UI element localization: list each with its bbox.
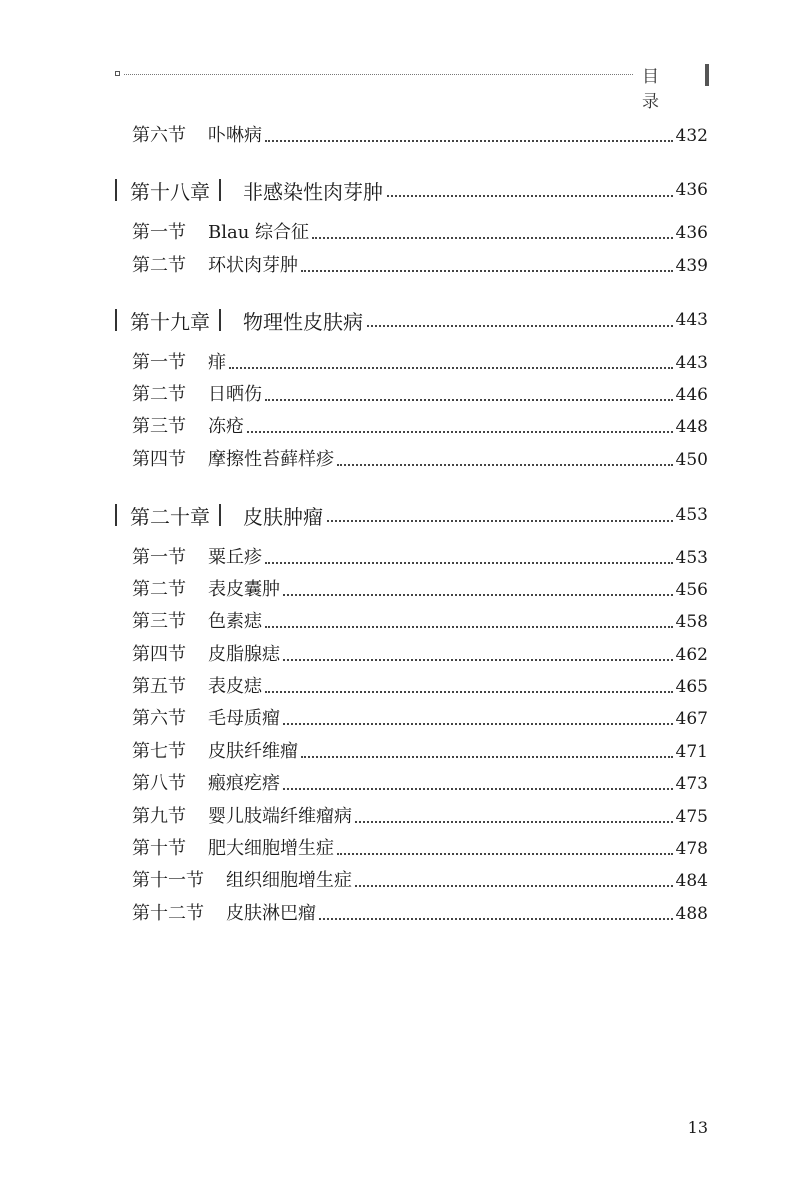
section-number: 第四节 (132, 644, 186, 665)
section-number: 第十二节 (132, 903, 204, 924)
page-ref: 453 (675, 505, 708, 525)
chapter-number: 第十九章 (130, 309, 210, 334)
toc-entry-histiocytosis[interactable] (132, 866, 708, 896)
dot-leader (337, 853, 673, 855)
toc-entry-chilblains[interactable] (132, 412, 708, 442)
section-title: 表皮囊肿 (208, 579, 280, 600)
page-ref: 448 (675, 417, 708, 437)
dot-leader (229, 367, 673, 369)
chapter-bar-right (219, 504, 221, 526)
dot-leader (355, 821, 673, 823)
dot-leader (265, 562, 673, 564)
section-number: 第一节 (132, 352, 186, 373)
page-ref: 488 (675, 904, 708, 924)
header-title: 目 录 (642, 67, 679, 112)
toc-entry-nevus-sebaceus[interactable] (132, 640, 708, 670)
toc-entry-blau[interactable] (132, 218, 708, 248)
dot-leader (355, 885, 673, 887)
toc-entry-frictional-lichenoid[interactable] (132, 445, 708, 475)
page-ref: 453 (675, 548, 708, 568)
section-title: Blau 综合征 (208, 222, 310, 243)
toc-entry-sunburn[interactable] (132, 380, 708, 410)
dot-leader (301, 756, 673, 758)
dot-leader (265, 691, 673, 693)
section-number: 第五节 (132, 676, 186, 697)
section-title: 日晒伤 (208, 384, 262, 405)
section-title: 表皮痣 (208, 676, 262, 697)
section-title: 皮脂腺痣 (208, 644, 280, 665)
section-number: 第一节 (132, 222, 186, 243)
page-ref: 467 (675, 709, 708, 729)
section-title: 卟啉病 (208, 125, 262, 146)
dot-leader (283, 659, 673, 661)
page-ref: 456 (675, 580, 708, 600)
page-ref: 465 (675, 677, 708, 697)
dot-leader (265, 626, 673, 628)
section-number: 第一节 (132, 547, 186, 568)
chapter-bar-left (115, 309, 117, 331)
section-number: 第二节 (132, 579, 186, 600)
toc-entry-nevus[interactable] (132, 607, 708, 637)
section-title: 粟丘疹 (208, 547, 262, 568)
page-ref: 436 (675, 223, 708, 243)
toc-entry-dermatofibroma[interactable] (132, 737, 708, 767)
section-number: 第二节 (132, 384, 186, 405)
dot-leader (319, 918, 673, 920)
page-ref: 473 (675, 774, 708, 794)
page-ref: 443 (675, 353, 708, 373)
dot-leader (247, 431, 673, 433)
section-title: 肥大细胞增生症 (208, 838, 334, 859)
dot-leader (265, 140, 673, 142)
chapter-title: 物理性皮肤病 (243, 309, 363, 334)
toc-chapter-19[interactable] (115, 302, 708, 338)
section-number: 第七节 (132, 741, 186, 762)
section-title: 婴儿肢端纤维瘤病 (208, 806, 352, 827)
toc-entry-keloid[interactable] (132, 769, 708, 799)
page-ref: 462 (675, 645, 708, 665)
chapter-bar-right (219, 309, 221, 331)
toc-entry-epidermal-cyst[interactable] (132, 575, 708, 605)
section-title: 毛母质瘤 (208, 708, 280, 729)
toc-entry-mastocytosis[interactable] (132, 834, 708, 864)
page-ref: 443 (675, 310, 708, 330)
dot-leader (387, 195, 673, 197)
page-ref: 478 (675, 839, 708, 859)
page-ref: 458 (675, 612, 708, 632)
section-number: 第三节 (132, 611, 186, 632)
section-number: 第十节 (132, 838, 186, 859)
chapter-title: 非感染性肉芽肿 (243, 179, 383, 204)
toc-chapter-20[interactable] (115, 497, 708, 533)
page-ref: 484 (675, 871, 708, 891)
dot-leader (327, 520, 673, 522)
toc-entry-pilomatricoma[interactable] (132, 704, 708, 734)
page-ref: 439 (675, 256, 708, 276)
dot-leader (367, 325, 673, 327)
toc-entry-epidermal-nevus[interactable] (132, 672, 708, 702)
section-title: 环状肉芽肿 (208, 255, 298, 276)
section-title: 痱 (208, 352, 226, 373)
section-number: 第八节 (132, 773, 186, 794)
section-title: 冻疮 (208, 416, 244, 437)
section-number: 第九节 (132, 806, 186, 827)
toc-chapter-18[interactable] (115, 172, 708, 208)
dot-leader (301, 270, 673, 272)
section-title: 色素痣 (208, 611, 262, 632)
section-number: 第十一节 (132, 870, 204, 891)
section-title: 皮肤淋巴瘤 (226, 903, 316, 924)
section-number: 第三节 (132, 416, 186, 437)
page-ref: 471 (675, 742, 708, 762)
chapter-bar-left (115, 179, 117, 201)
dot-leader (283, 723, 673, 725)
toc-entry-infantile-digital-fibromatosis[interactable] (132, 802, 708, 832)
page-ref: 432 (675, 126, 708, 146)
chapter-bar-right (219, 179, 221, 201)
section-title: 摩擦性苔藓样疹 (208, 449, 334, 470)
dot-leader (337, 464, 673, 466)
page-ref: 450 (675, 450, 708, 470)
chapter-bar-left (115, 504, 117, 526)
section-number: 第四节 (132, 449, 186, 470)
dot-leader (283, 594, 673, 596)
page-ref: 446 (675, 385, 708, 405)
dot-leader (283, 788, 673, 790)
toc-entry-porphyria[interactable] (132, 121, 708, 151)
section-number: 第六节 (132, 125, 186, 146)
toc-entry-cutaneous-lymphoma[interactable] (132, 899, 708, 929)
toc-entry-granuloma-annulare[interactable] (132, 251, 708, 281)
section-number: 第二节 (132, 255, 186, 276)
page-ref: 436 (675, 180, 708, 200)
toc-entry-milia[interactable] (132, 543, 708, 573)
dot-leader (265, 399, 673, 401)
toc-entry-miliaria[interactable] (132, 348, 708, 378)
chapter-number: 第二十章 (130, 504, 210, 529)
section-title: 皮肤纤维瘤 (208, 741, 298, 762)
dot-leader (312, 237, 673, 239)
section-number: 第六节 (132, 708, 186, 729)
section-title: 组织细胞增生症 (226, 870, 352, 891)
chapter-number: 第十八章 (130, 179, 210, 204)
page-number: 13 (687, 1118, 708, 1137)
chapter-title: 皮肤肿瘤 (243, 504, 323, 529)
page-ref: 475 (675, 807, 708, 827)
section-title: 瘢痕疙瘩 (208, 773, 280, 794)
